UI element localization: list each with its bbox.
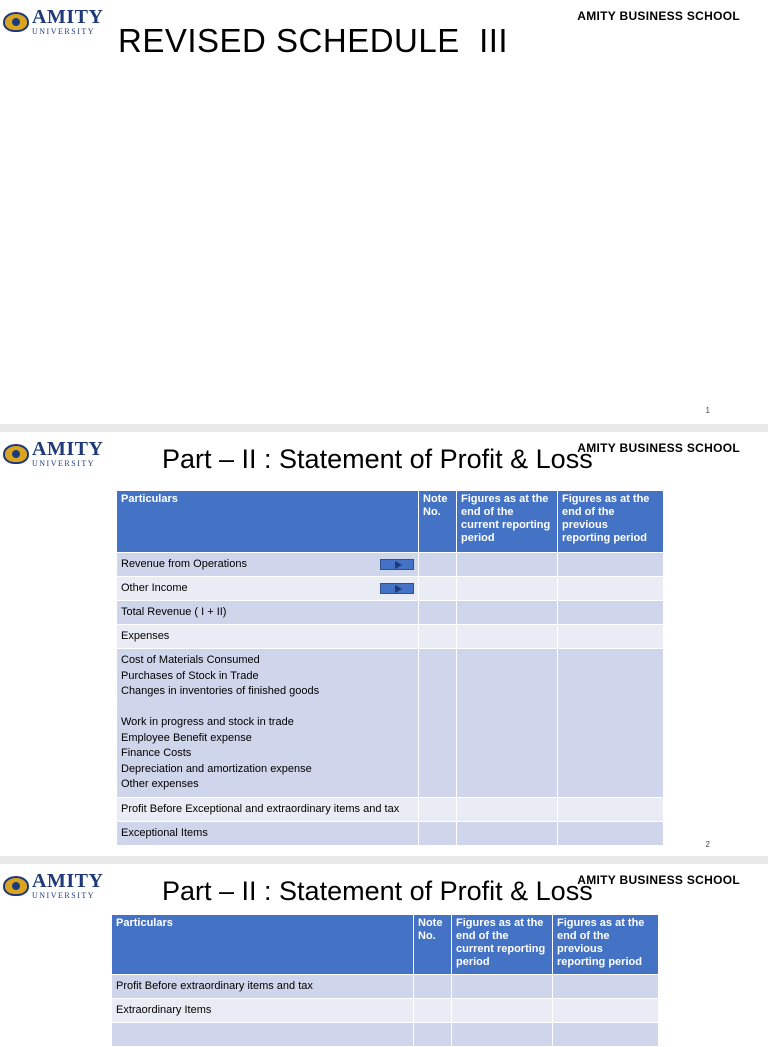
col-header: Note No. <box>414 915 452 975</box>
school-name: AMITY BUSINESS SCHOOL <box>577 873 740 887</box>
amity-logo <box>3 871 103 900</box>
expense-line: Cost of Materials Consumed <box>121 654 260 666</box>
table-header-row <box>112 915 659 975</box>
table-row <box>117 601 664 625</box>
row-label: Profit Before extraordinary items and tax <box>112 975 414 999</box>
slide-title: REVISED SCHEDULE III <box>118 22 509 59</box>
slide-3 <box>0 864 768 1024</box>
table-row <box>117 553 664 577</box>
expense-line: Changes in inventories of finished goods <box>121 685 320 697</box>
table-row <box>117 797 664 821</box>
col-header: Note No. <box>419 491 457 553</box>
page-number: 1 <box>705 406 710 415</box>
crest-icon <box>3 444 29 464</box>
expense-line: Employee Benefit expense <box>121 731 252 744</box>
table-row <box>112 1023 659 1047</box>
logo-name: AMITY <box>32 6 104 28</box>
col-header: Particulars <box>117 491 419 553</box>
table-row <box>112 975 659 999</box>
table-row <box>117 625 664 649</box>
row-label: Extraordinary Items <box>112 999 414 1023</box>
expense-line: Work in progress and stock in trade <box>121 716 294 728</box>
logo-sub: UNIVERSITY <box>32 459 95 468</box>
row-label: Profit Before Exceptional and extraordinary items and tax <box>117 797 419 821</box>
profit-loss-table <box>116 490 664 846</box>
table-row <box>117 649 664 798</box>
school-name: AMITY BUSINESS SCHOOL <box>577 9 740 23</box>
row-label: Revenue from Operations <box>121 558 247 570</box>
col-header: Particulars <box>112 915 414 975</box>
amity-logo <box>3 7 103 36</box>
crest-icon <box>3 12 29 32</box>
amity-logo <box>3 439 103 468</box>
logo-name: AMITY <box>32 438 104 460</box>
logo-sub: UNIVERSITY <box>32 27 95 36</box>
col-header: Figures as at the end of the current reporting period <box>452 915 553 975</box>
slide-title: Part – II : Statement of Profit & Loss <box>162 444 593 474</box>
row-label: Other Income <box>121 582 188 594</box>
row-label: Expenses <box>117 625 419 649</box>
school-name: AMITY BUSINESS SCHOOL <box>577 441 740 455</box>
col-header: Figures as at the end of the current reporting period <box>457 491 558 553</box>
table-row <box>117 577 664 601</box>
play-arrow-button[interactable] <box>380 583 414 594</box>
row-label: Exceptional Items <box>117 821 419 845</box>
profit-loss-table <box>111 914 659 1047</box>
crest-icon <box>3 876 29 896</box>
logo-name: AMITY <box>32 870 104 892</box>
slide-divider <box>0 856 768 864</box>
table-row <box>117 821 664 845</box>
slide-title: Part – II : Statement of Profit & Loss <box>162 876 593 906</box>
expense-line: Other expenses <box>121 778 199 790</box>
page-number: 2 <box>705 840 710 849</box>
slide-divider <box>0 424 768 432</box>
expense-line: Purchases of Stock in Trade <box>121 669 259 682</box>
slide-1 <box>0 0 768 424</box>
row-label: Total Revenue ( I + II) <box>117 601 419 625</box>
expense-line: Finance Costs <box>121 747 192 759</box>
table-row <box>112 999 659 1023</box>
slide-2 <box>0 432 768 856</box>
blank-line <box>121 700 414 716</box>
logo-sub: UNIVERSITY <box>32 891 95 900</box>
col-header: Figures as at the end of the previous reporting period <box>558 491 664 553</box>
play-arrow-button[interactable] <box>380 559 414 570</box>
col-header: Figures as at the end of the previous reporting period <box>553 915 659 975</box>
table-header-row <box>117 491 664 553</box>
expense-line: Depreciation and amortization expense <box>121 762 312 775</box>
